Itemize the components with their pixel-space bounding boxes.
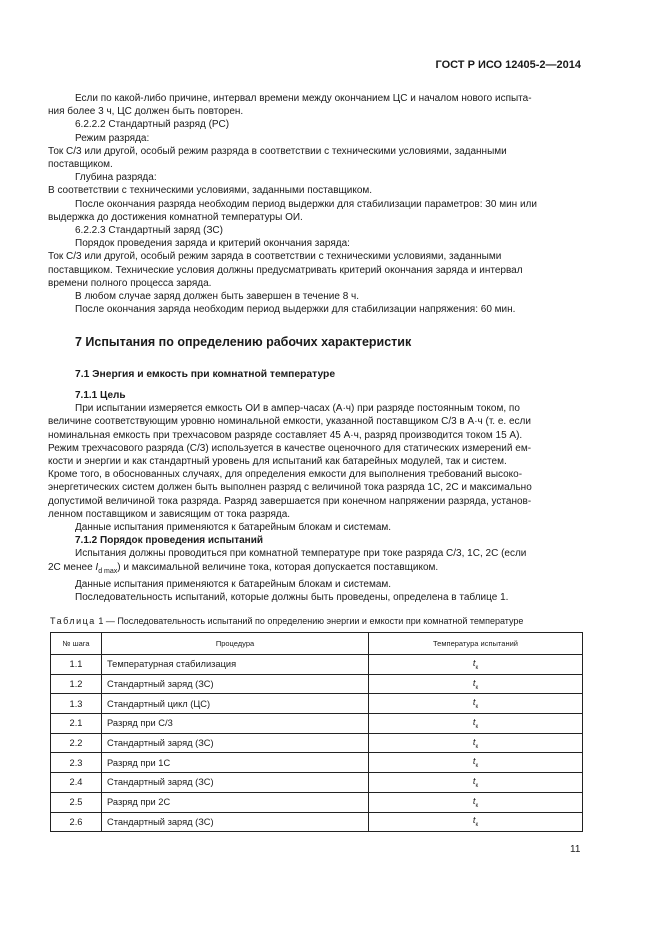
section-heading: 7 Испытания по определению рабочих характеристик [75,335,412,349]
temperature-cell: $t_к$ [369,714,583,734]
procedure-cell: Температурная стабилизация [102,655,369,675]
text-line: 2С менее $I_{d max}$) и максимальной величине тока, которая допускается поставщиком. [48,561,439,575]
step-cell: 2.3 [51,753,102,773]
step-cell: 2.6 [51,812,102,832]
text-line: При испытании измеряется емкость ОИ в ампер-часах (А·ч) при разряде постоянным током, по [75,403,520,415]
temperature-cell: $t_к$ [369,733,583,753]
procedure-cell: Разряд при С/3 [102,714,369,734]
text-line: поставщиком. Технические условия должны предусматривать критерий окончания заряда и интервал [48,264,523,276]
procedure-cell: Стандартный заряд (ЗС) [102,733,369,753]
text-line: выдержка до достижения комнатной температуры ОИ. [48,211,303,223]
text-line: Данные испытания применяются к батарейным блокам и системам. [75,522,392,534]
text-line: Испытания должны проводиться при комнатной температуре при токе разряда С/3, 1С, 2С (если [75,548,527,560]
step-cell: 1.1 [51,655,102,675]
procedure-cell: Стандартный заряд (ЗС) [102,773,369,793]
text-line: После окончания заряда необходим период выдержки для стабилизации напряжения: 60 мин. [75,304,516,316]
temperature-cell: $t_к$ [369,674,583,694]
column-header-step: № шага [51,633,102,655]
table-row [51,753,583,773]
text-line: В соответствии с техническими условиями, заданными поставщиком. [48,185,373,197]
text-line: величине соответствующим уровню номинальной емкости, указанной поставщиком С/3 в А·ч (т. е. если [48,416,531,428]
procedure-cell: Стандартный заряд (ЗС) [102,674,369,694]
text-line: номинальная емкость при трехчасовом разряде составляет 45 А·ч, разряд производится током 15 А). [48,429,523,441]
table-caption: Таблица 1 — Последовательность испытаний по определению энергии и емкости при комнатной температуре [50,616,524,626]
page-number: 11 [570,844,581,855]
subsection-heading: 7.1.2 Порядок проведения испытаний [75,535,263,547]
text-line: После окончания разряда необходим период выдержки для стабилизации параметров: 30 мин или [75,198,537,210]
intro-paragraphs [48,92,582,316]
table-row [51,773,583,793]
text-line: Кроме того, в обоснованных случаях, для определения емкости для выполнения требований высоко- [48,469,523,481]
table-row [51,714,583,734]
text-line: Режим трехчасового разряда (С/3) используется в качестве оценочного для статических измерений ем- [48,442,532,454]
step-cell: 1.2 [51,674,102,694]
subsection-heading: 7.1 Энергия и емкость при комнатной температуре [75,369,336,380]
subsection-heading: 6.2.2.2 Стандартный разряд (РС) [75,119,230,131]
text-line: Ток С/3 или другой, особый режим разряда в соответствии с техническими условиями, заданными [48,145,507,157]
text-line: времени полного процесса заряда. [48,277,212,289]
table-row [51,674,583,694]
procedure-cell: Стандартный цикл (ЦС) [102,694,369,714]
text-line: Данные испытания применяются к батарейным блокам и системам. [75,578,392,590]
text-line: В любом случае заряд должен быть завершен в течение 8 ч. [75,291,360,303]
column-header-temperature: Температура испытаний [369,633,583,655]
text-line: ния более 3 ч, ЦС должен быть повторен. [48,106,244,118]
subsection-heading: 6.2.2.3 Стандартный заряд (ЗС) [75,225,223,237]
temperature-cell: $t_к$ [369,753,583,773]
temperature-cell: $t_к$ [369,773,583,793]
test-sequence-table [50,632,583,832]
table-row [51,694,583,714]
table-row [51,733,583,753]
table-row [51,792,583,812]
text-line: поставщиком. [48,159,113,171]
text-line: кости и энергии и как стандартный уровень для испытаний как батарейных модулей, так и систем. [48,456,507,468]
step-cell: 1.3 [51,694,102,714]
text-line: Порядок проведения заряда и критерий окончания заряда: [75,238,350,250]
text-line: энергетических систем должен быть выполнен разряд с величиной тока разряда 1С, 2С и максимально [48,482,532,494]
text-line: Если по какой-либо причине, интервал времени между окончанием ЦС и началом нового испыта- [75,93,532,104]
procedure-cell: Разряд при 2С [102,792,369,812]
text-line: ленном поставщиком и зависящим от тока разряда. [48,508,291,520]
step-cell: 2.4 [51,773,102,793]
step-cell: 2.1 [51,714,102,734]
text-line: Режим разряда: [75,132,150,144]
section-7-1-1 [48,389,582,604]
text-line: Ток С/3 или другой, особый режим заряда в соответствии с техническими условиями, заданными [48,251,502,263]
table-row [51,655,583,675]
temperature-cell: $t_к$ [369,792,583,812]
text-line: допустимой величиной тока разряда. Разряд завершается при конечном напряжении разряда, установ- [48,495,532,507]
column-header-procedure: Процедура [102,633,369,655]
procedure-cell: Разряд при 1С [102,753,369,773]
table-row [51,812,583,832]
temperature-cell: $t_к$ [369,655,583,675]
temperature-cell: $t_к$ [369,694,583,714]
document-code-header: ГОСТ Р ИСО 12405-2—2014 [435,59,581,71]
text-line: Последовательность испытаний, которые должны быть проведены, определена в таблице 1. [75,592,509,604]
temperature-cell: $t_к$ [369,812,583,832]
procedure-cell: Стандартный заряд (ЗС) [102,812,369,832]
subsection-heading: 7.1.1 Цель [75,390,126,401]
step-cell: 2.5 [51,792,102,812]
step-cell: 2.2 [51,733,102,753]
text-line: Глубина разряда: [75,172,157,184]
